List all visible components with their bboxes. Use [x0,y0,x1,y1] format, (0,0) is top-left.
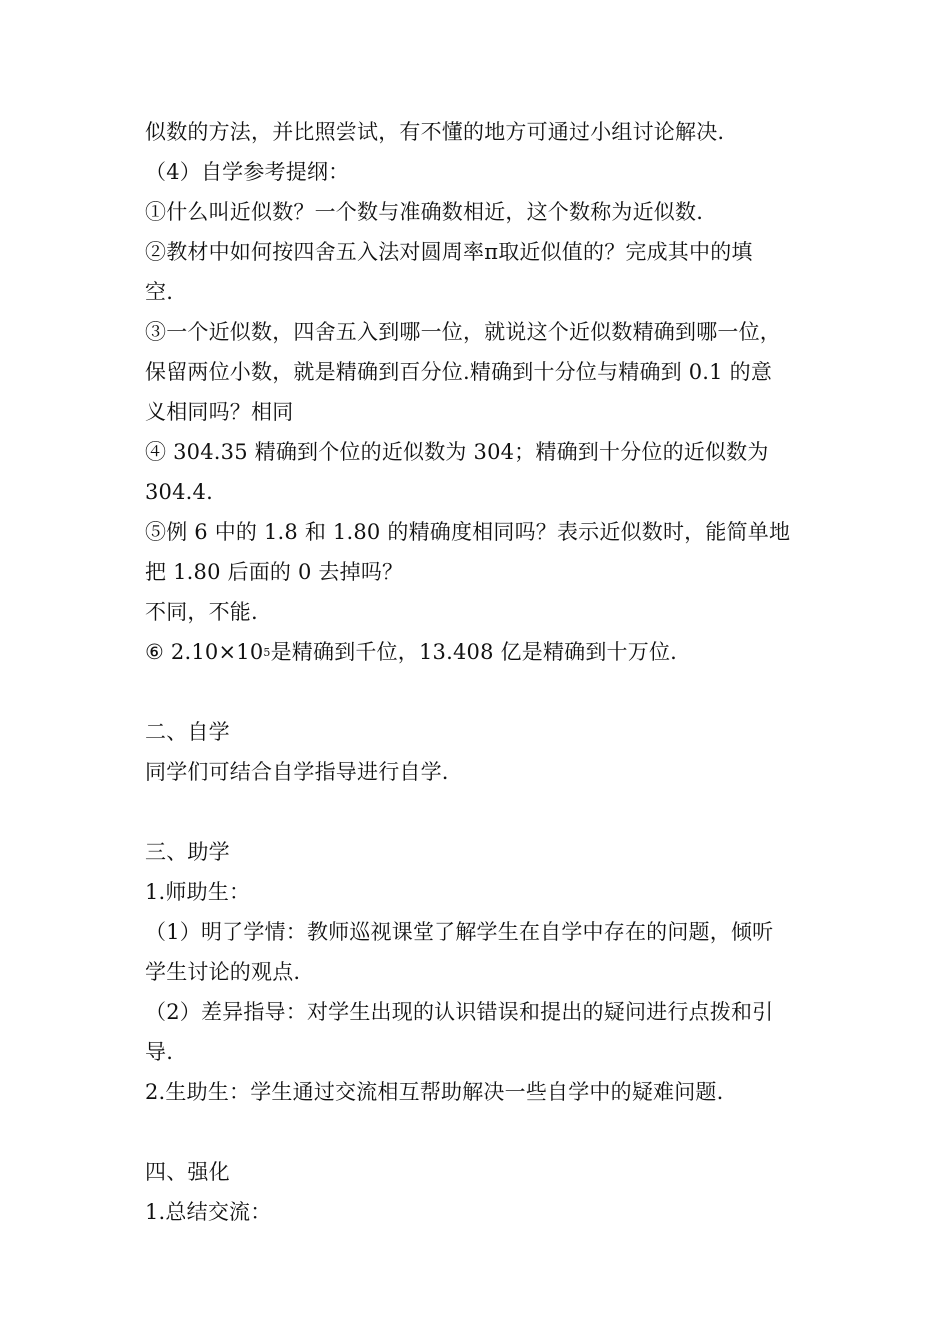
text-line: 1.师助生： [145,880,251,904]
text-line: （2）差异指导：对学生出现的认识错误和提出的疑问进行点拨和引 [145,1000,774,1024]
blank-line [145,1112,815,1152]
item-6-exponent: 5 [263,646,271,659]
text-line: ⑤例 6 中的 1.8 和 1.80 的精确度相同吗？表示近似数时，能简单地 [145,520,791,544]
text-line: 1.总结交流： [145,1200,272,1224]
text-line: ④ 304.35 精确到个位的近似数为 304；精确到十分位的近似数为 [145,440,769,464]
text-line: 保留两位小数，就是精确到百分位.精确到十分位与精确到 0.1 的意 [145,360,773,384]
text-line: 导. [145,1040,174,1064]
section-heading-4: 四、强化 [145,1160,230,1184]
text-line: （4）自学参考提纲： [145,160,350,184]
text-line: 义相同吗？相同 [145,400,294,424]
text-line: （1）明了学情：教师巡视课堂了解学生在自学中存在的问题，倾听 [145,920,774,944]
text-line: 304.4. [145,480,213,504]
item-6-suffix: 是精确到千位，13.408 亿是精确到十万位. [270,640,678,664]
text-line: ③一个近似数，四舍五入到哪一位，就说这个近似数精确到哪一位， [145,320,781,344]
section-heading-3: 三、助学 [145,840,230,864]
text-line: 似数的方法，并比照尝试，有不懂的地方可通过小组讨论解决. [145,120,725,144]
text-line: 空. [145,280,174,304]
text-line: 学生讨论的观点. [145,960,301,984]
text-line: 同学们可结合自学指导进行自学. [145,760,449,784]
document-body [145,112,815,1232]
item-6-line [145,632,815,672]
text-line: ①什么叫近似数？一个数与准确数相近，这个数称为近似数. [145,200,704,224]
blank-line [145,672,815,712]
blank-line [145,792,815,832]
text-line: 把 1.80 后面的 0 去掉吗？ [145,560,404,584]
text-line: ②教材中如何按四舍五入法对圆周率π取近似值的？完成其中的填 [145,240,753,264]
text-line: 2.生助生：学生通过交流相互帮助解决一些自学中的疑难问题. [145,1080,724,1104]
section-heading-2: 二、自学 [145,720,230,744]
item-6-prefix: ⑥ 2.10×10 [145,640,264,664]
text-line: 不同，不能. [145,600,258,624]
